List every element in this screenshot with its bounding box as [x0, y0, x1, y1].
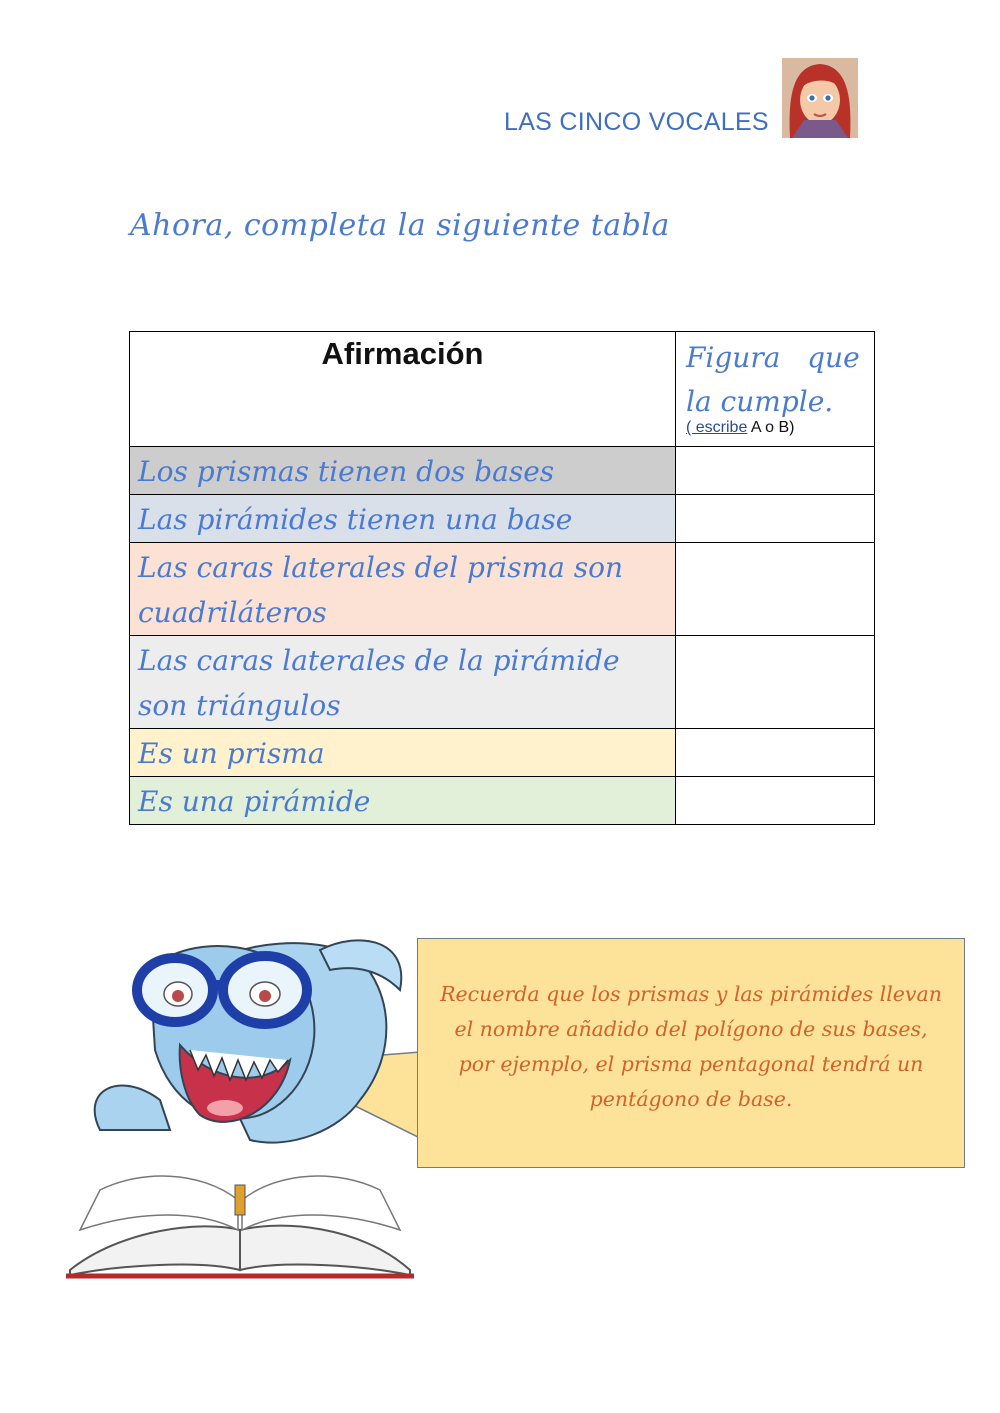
column-header-statement: Afirmación: [130, 332, 676, 447]
hint-rest: A o B): [747, 419, 795, 436]
column-header-figure: [676, 332, 875, 447]
header-title: LAS CINCO VOCALES: [504, 108, 769, 136]
instruction-heading: Ahora, completa la siguiente tabla: [130, 208, 670, 243]
answer-cell[interactable]: [676, 447, 875, 495]
answer-cell[interactable]: [676, 729, 875, 777]
answer-cell[interactable]: [676, 636, 875, 729]
column-header-figure-line2: la cumple.: [686, 385, 834, 418]
answer-cell[interactable]: [676, 495, 875, 543]
shark-reading-book-illustration: [60, 930, 460, 1280]
statement-cell: Las caras laterales del prisma son cuadriláteros: [130, 543, 676, 636]
statement-cell: Las pirámides tienen una base: [130, 495, 676, 543]
avatar-icon: [782, 58, 858, 138]
column-header-hint: [686, 420, 866, 436]
answer-cell[interactable]: [676, 543, 875, 636]
speech-bubble: [417, 938, 965, 1168]
table-row: [130, 447, 875, 495]
statement-cell: Las caras laterales de la pirámide son triángulos: [130, 636, 676, 729]
statement-cell: Es una pirámide: [130, 777, 676, 825]
table-row: [130, 777, 875, 825]
table-row: [130, 543, 875, 636]
answer-cell[interactable]: [676, 777, 875, 825]
column-header-figure-line1: Figura que: [686, 341, 860, 374]
table-row: [130, 636, 875, 729]
statement-cell: Es un prisma: [130, 729, 676, 777]
statements-table: [129, 331, 875, 825]
reminder-text: Recuerda que los prismas y las pirámides llevan el nombre añadido del polígono de sus bases, por ejemplo, el prisma pentagonal tendrá un pentágono de base.: [440, 982, 942, 1111]
hint-underlined: ( escribe: [686, 419, 748, 436]
table-header-row: [130, 332, 875, 447]
statement-cell: Los prismas tienen dos bases: [130, 447, 676, 495]
table-row: [130, 729, 875, 777]
table-row: [130, 495, 875, 543]
